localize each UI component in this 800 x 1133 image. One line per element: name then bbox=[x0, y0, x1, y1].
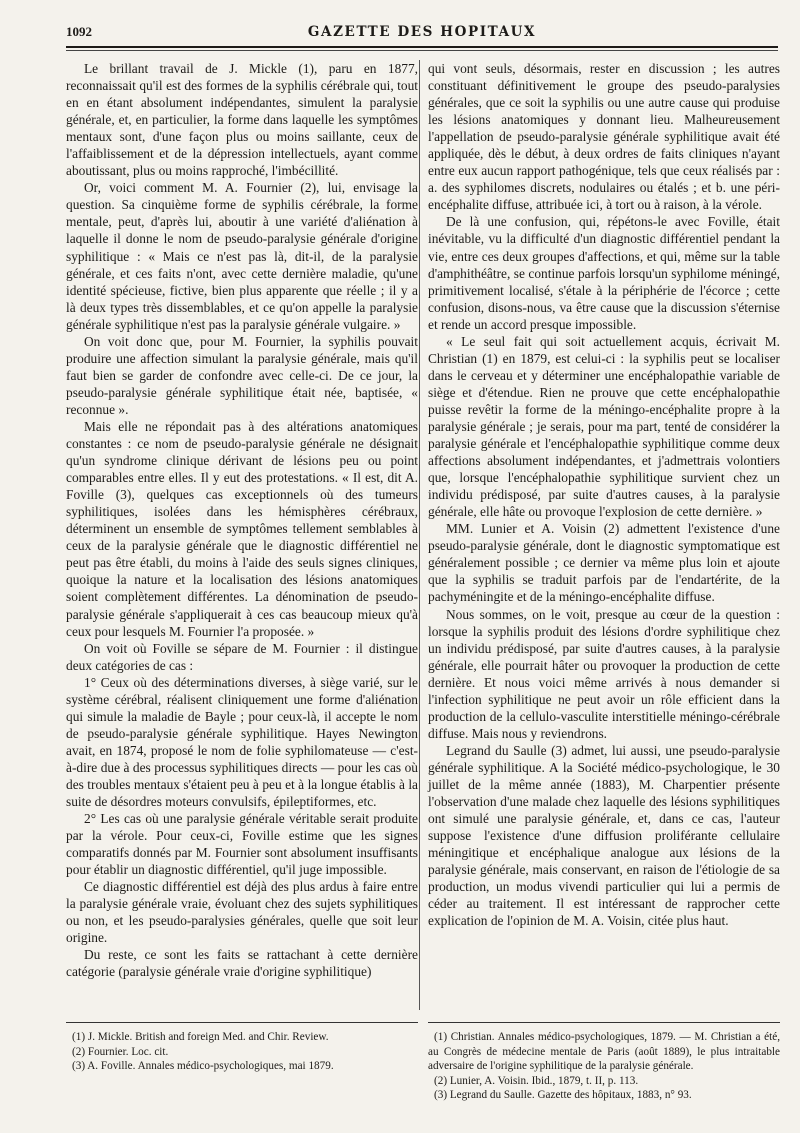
footnote: (2) Lunier, A. Voisin. Ibid., 1879, t. II, p. 113. bbox=[434, 1074, 639, 1087]
right-column bbox=[428, 60, 780, 929]
footnote: (3) A. Foville. Annales médico-psychologiques, mai 1879. bbox=[72, 1060, 334, 1072]
footnote-rule-left bbox=[66, 1022, 418, 1023]
paragraph: 1° Ceux où des déterminations diverses, à siège varié, sur le système cérébral, réalisent cliniquement une forme d'aliénation qui simule la maladie de Bayle ; pour ceux-là, il accepte le nom de pseudo-paralysie générale syphilitique. Hayes Newington avait, en 1874, proposé le nom de folie syphilomateuse — c'est-à-dire due à des processus syphilitiques directs — pour les cas où des troubles mentaux s'étaient peu à peu et à la longue établis à la suite de désordres moteurs convulsifs, épileptiformes, etc. bbox=[66, 674, 418, 810]
left-column bbox=[66, 60, 418, 981]
paragraph: Nous sommes, on le voit, presque au cœur de la question : lorsque la syphilis produit des lésions d'ordre syphilitique chez un individu prédisposé, par suite d'autres causes, à la paralysie générale, elle pourrait hâter ou provoquer la production de cette dernière. Et nous voici même arrivés à nous demander si l'infection syphilitique ne peut avoir un rôle efficient dans la production de la cellulo-vasculite interstitielle méningo-cérébrale diffuse. Mais nous y reviendrons. bbox=[428, 606, 780, 741]
footnotes-left bbox=[66, 1030, 418, 1074]
footnote: (1) J. Mickle. British and foreign Med. and Chir. Review. bbox=[72, 1031, 329, 1043]
paragraph: qui vont seuls, désormais, rester en discussion ; les autres constituant définitivement le groupe des pseudo-paralysies générales, que ce soit la syphilis ou une autre cause qui produise les lésions anatomiques y donnant lieu. Malheureusement l'appellation de pseudo-paralysie générale syphilitique avait été appliquée, dès le début, à deux ordres de faits cliniques n'ayant entre eux aucun rapport pathogénique, tels que ceux réalisés par : a. des syphilomes discrets, nodulaires ou étalés ; et b. une péri-encéphalite diffuse, attribuée ici, à tort ou à raison, à la vérole. bbox=[428, 61, 780, 213]
paragraph: De là une confusion, qui, répétons-le avec Foville, était inévitable, vu la difficulté d'un diagnostic différentiel pendant la vie, entre ces deux groupes d'affections, et qui, même sur la table d'amphithéâtre, se continue parfois lorsqu'un syphilome méningé, primitivement localisé, s'étale à la périphérie de l'écorce ; cette confusion, disons-nous, va être cause que la discussion s'éternise et rende un accord presque impossible. bbox=[428, 214, 780, 332]
page-number: 1092 bbox=[66, 24, 92, 39]
paragraph: Du reste, ce sont les faits se rattachant à cette dernière catégorie (paralysie générale vraie d'origine syphilitique) bbox=[66, 947, 418, 980]
paragraph: « Le seul fait qui soit actuellement acquis, écrivait M. Christian (1) en 1879, est celui-ci : la syphilis peut se localiser dans le cerveau et y déterminer une encéphalopathie variable de siège et d'étendue. Rien ne prouve que cette encéphalopathie puisse revêtir la forme de la méningo-encéphalite propre à la paralysie générale ; je serais, pour ma part, tenté de considérer la paralysie générale et l'encéphalopathie syphilitique comme deux affections absolument indépendantes, et j'admettrais volontiers que, lorsque l'encéphalopathie syphilitique survient chez un individu prédisposé, par suite d'autres causes, à la paralysie générale, elle hâte ou provoque l'explosion de cette dernière. » bbox=[428, 333, 780, 520]
page-header bbox=[66, 24, 778, 42]
footnote: (2) Fournier. Loc. cit. bbox=[72, 1045, 169, 1058]
paragraph: On voit donc que, pour M. Fournier, la syphilis pouvait produire une affection simulant la paralysie générale, mais qu'il faut bien se garder de confondre avec celle-ci. De ce jour, la pseudo-paralysie générale syphilitique était née, baptisée, « reconnue ». bbox=[66, 333, 418, 417]
paragraph: Mais elle ne répondait pas à des altérations anatomiques constantes : ce nom de pseudo-paralysie générale ne désignait qu'un syndrome clinique dérivant de lésions peu ou point comparables entre elles. Il y eut des protestations. « Il est, dit A. Foville (3), quelques cas exceptionnels où des tumeurs syphilitiques, isolées dans les hémisphères cérébraux, déterminent un ensemble de symptômes tellement semblables à ceux de la paralysie générale que le diagnostic différentiel ne peut pas être établi, du moins à l'aide des seuls signes cliniques, quoique la nature et la localisation des lésions anatomiques soient complètement différentes. La dénomination de pseudo-paralysie générale s'appliquerait à ces cas beaucoup mieux qu'à ceux pour lesquels M. Fournier l'a proposée. » bbox=[66, 418, 418, 639]
journal-title: GAZETTE DES HOPITAUX bbox=[307, 24, 537, 40]
paragraph: Legrand du Saulle (3) admet, lui aussi, une pseudo-paralysie générale syphilitique. A la Société médico-psychologique, le 30 juillet de la même année (1883), M. Charpentier présente l'observation d'une malade chez laquelle des lésions syphilitiques ont simulé une paralysie générale, et, dans ce cas, l'auteur suppose l'existence d'une diffusion proliférante cellulaire méningitique et encéphalique analogue aux lésions de la paralysie générale, mais conservant, en raison de l'étiologie de sa production, un modus vivendi particulier qui lui a permis de céder au traitement. Il est intéressant de rapprocher cette explication de l'opinion de M. A. Voisin, citée plus haut. bbox=[428, 742, 780, 929]
paragraph: 2° Les cas où une paralysie générale véritable serait produite par la vérole. Pour ceux-ci, Foville estime que les signes comparatifs donnés par M. Fournier sont absolument insuffisants pour établir un diagnostic différentiel, qu'il juge impossible. bbox=[66, 811, 418, 878]
paragraph: Ce diagnostic différentiel est déjà des plus ardus à faire entre la paralysie générale vraie, évoluant chez des sujets syphilitiques ou non, et les pseudo-paralysies générales, quelle que soit leur origine. bbox=[66, 879, 418, 946]
footnote: (3) Legrand du Saulle. Gazette des hôpitaux, 1883, n° 93. bbox=[434, 1089, 692, 1101]
paragraph: MM. Lunier et A. Voisin (2) admettent l'existence d'une pseudo-paralysie générale, dont le diagnostic symptomatique est généralement possible ; ce dernier va même plus loin et ajoute que la syphilis se traduit parfois par de l'endartérite, de la pachyméningite et de la méningo-encéphalite diffuse. bbox=[428, 521, 780, 605]
footnotes-right bbox=[428, 1030, 780, 1103]
paragraph: On voit où Foville se sépare de M. Fournier : il distingue deux catégories de cas : bbox=[66, 640, 418, 673]
footnote: (1) Christian. Annales médico-psychologiques, 1879. — M. Christian a été, au Congrès de médecine mentale de Paris (août 1889), le plus intraitable adversaire de l'origine syphilitique de la paralysie générale. bbox=[428, 1031, 780, 1072]
column-divider bbox=[419, 60, 420, 1010]
footnote-rule-right bbox=[428, 1022, 780, 1023]
header-rule-thick bbox=[66, 46, 778, 48]
paragraph: Or, voici comment M. A. Fournier (2), lui, envisage la question. Sa cinquième forme de syphilis cérébrale, la forme mentale, peut, d'après lui, aboutir à une variété d'aliénation à laquelle il donne le nom de pseudo-paralysie générale d'origine syphilitique : « Mais ce n'est pas là, dit-il, de la paralysie générale, et ces faits n'ont, avec cette dernière maladie, qu'une identité spécieuse, fictive, bien plus apparente que réelle ; il y a là deux types très dissemblables, et ce qu'on appelle la paralysie générale syphilitique n'est pas la paralysie générale vulgaire. » bbox=[66, 180, 418, 332]
header-rule-thin bbox=[66, 50, 778, 51]
paragraph: Le brillant travail de J. Mickle (1), paru en 1877, reconnaissait qu'il est des formes de la syphilis cérébrale qui, tout en en étant absolument indépendantes, simulent la paralysie générale, et, en particulier, la forme dans laquelle les symptômes mentaux sont, d'une façon plus ou moins saillante, ceux de l'affaiblissement et de la dépression intellectuels, ayant comme aboutissant, plus ou moins rapproché, l'imbécillité. bbox=[66, 61, 418, 179]
